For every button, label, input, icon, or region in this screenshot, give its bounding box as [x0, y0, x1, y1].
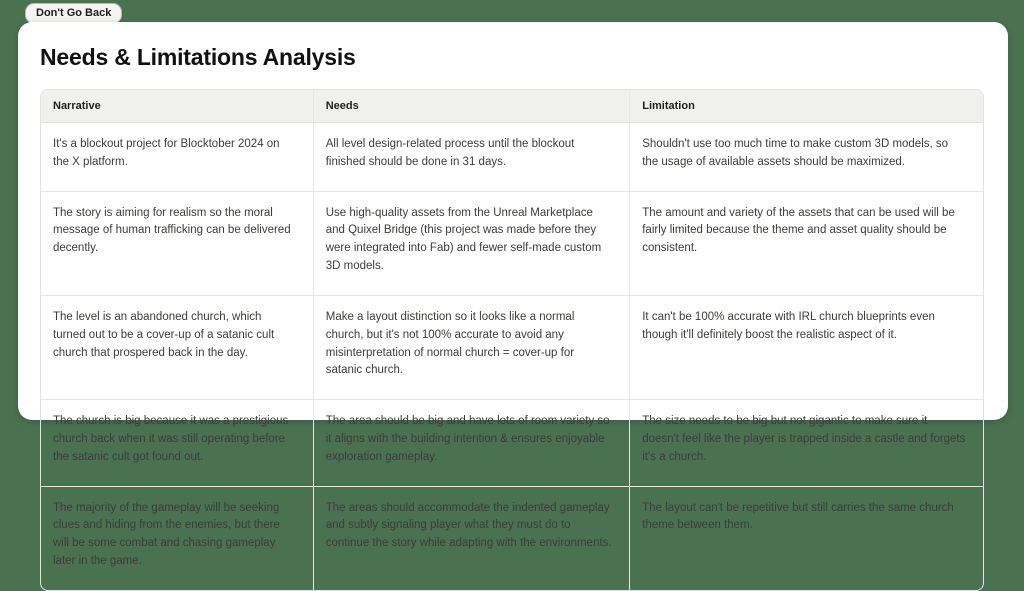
table-cell-limitation: Shouldn't use too much time to make custom 3D models, so the usage of available assets should be maximized. [630, 123, 983, 192]
table-cell-needs: The area should be big and have lots of room variety so it aligns with the building intention & ensures enjoyable exploration gameplay. [313, 400, 630, 486]
column-header-needs: Needs [313, 90, 630, 123]
table-row [41, 486, 983, 590]
table-cell-limitation: The size needs to be big but not gigantic to make sure it doesn't feel like the player is trapped inside a castle and forgets it's a church. [630, 400, 983, 486]
table-cell-narrative: The level is an abandoned church, which turned out to be a cover-up of a satanic cult church that prospered back in the day. [41, 295, 313, 399]
page-title: Needs & Limitations Analysis [40, 44, 356, 70]
table-cell-narrative: The story is aiming for realism so the moral message of human trafficking can be delivered decently. [41, 191, 313, 295]
table-cell-limitation: The amount and variety of the assets that can be used will be fairly limited because the theme and asset quality should be consistent. [630, 191, 983, 295]
table-cell-narrative: The majority of the gameplay will be seeking clues and hiding from the enemies, but there will be some combat and chasing gameplay later in the game. [41, 486, 313, 590]
content-card [18, 22, 1008, 567]
table-cell-limitation: It can't be 100% accurate with IRL church blueprints even though it'll definitely boost the realistic aspect of it. [630, 295, 983, 399]
table-cell-narrative: It's a blockout project for Blocktober 2024 on the X platform. [53, 138, 280, 168]
dont-go-back-button[interactable]: Don't Go Back [25, 3, 122, 24]
table-row [41, 400, 983, 486]
table-cell-needs: Make a layout distinction so it looks like a normal church, but it's not 100% accurate to avoid any misinterpretation of normal church = cover-up for satanic church. [313, 295, 630, 399]
column-header-limitation: Limitation [630, 90, 983, 123]
table-cell-limitation: The layout can't be repetitive but still carries the same church theme between them. [630, 486, 983, 590]
table-row [41, 123, 983, 192]
table-cell-needs: The areas should accommodate the indented gameplay and subtly signaling player what they must do to continue the story while adapting with the environments. [313, 486, 630, 590]
table-cell-narrative: The church is big because it was a prestigious church back when it was still operating before the satanic cult got found out. [41, 400, 313, 486]
needs-limitations-table [40, 89, 984, 591]
table-row [41, 191, 983, 295]
table-cell-needs: Use high-quality assets from the Unreal Marketplace and Quixel Bridge (this project was made before they were integrated into Fab) and fewer self-made custom 3D models. [313, 191, 630, 295]
column-header-narrative: Narrative [41, 90, 313, 123]
table-header-row [41, 90, 983, 123]
table-cell-needs: All level design-related process until the blockout finished should be done in 31 days. [313, 123, 630, 192]
table-row [41, 295, 983, 399]
